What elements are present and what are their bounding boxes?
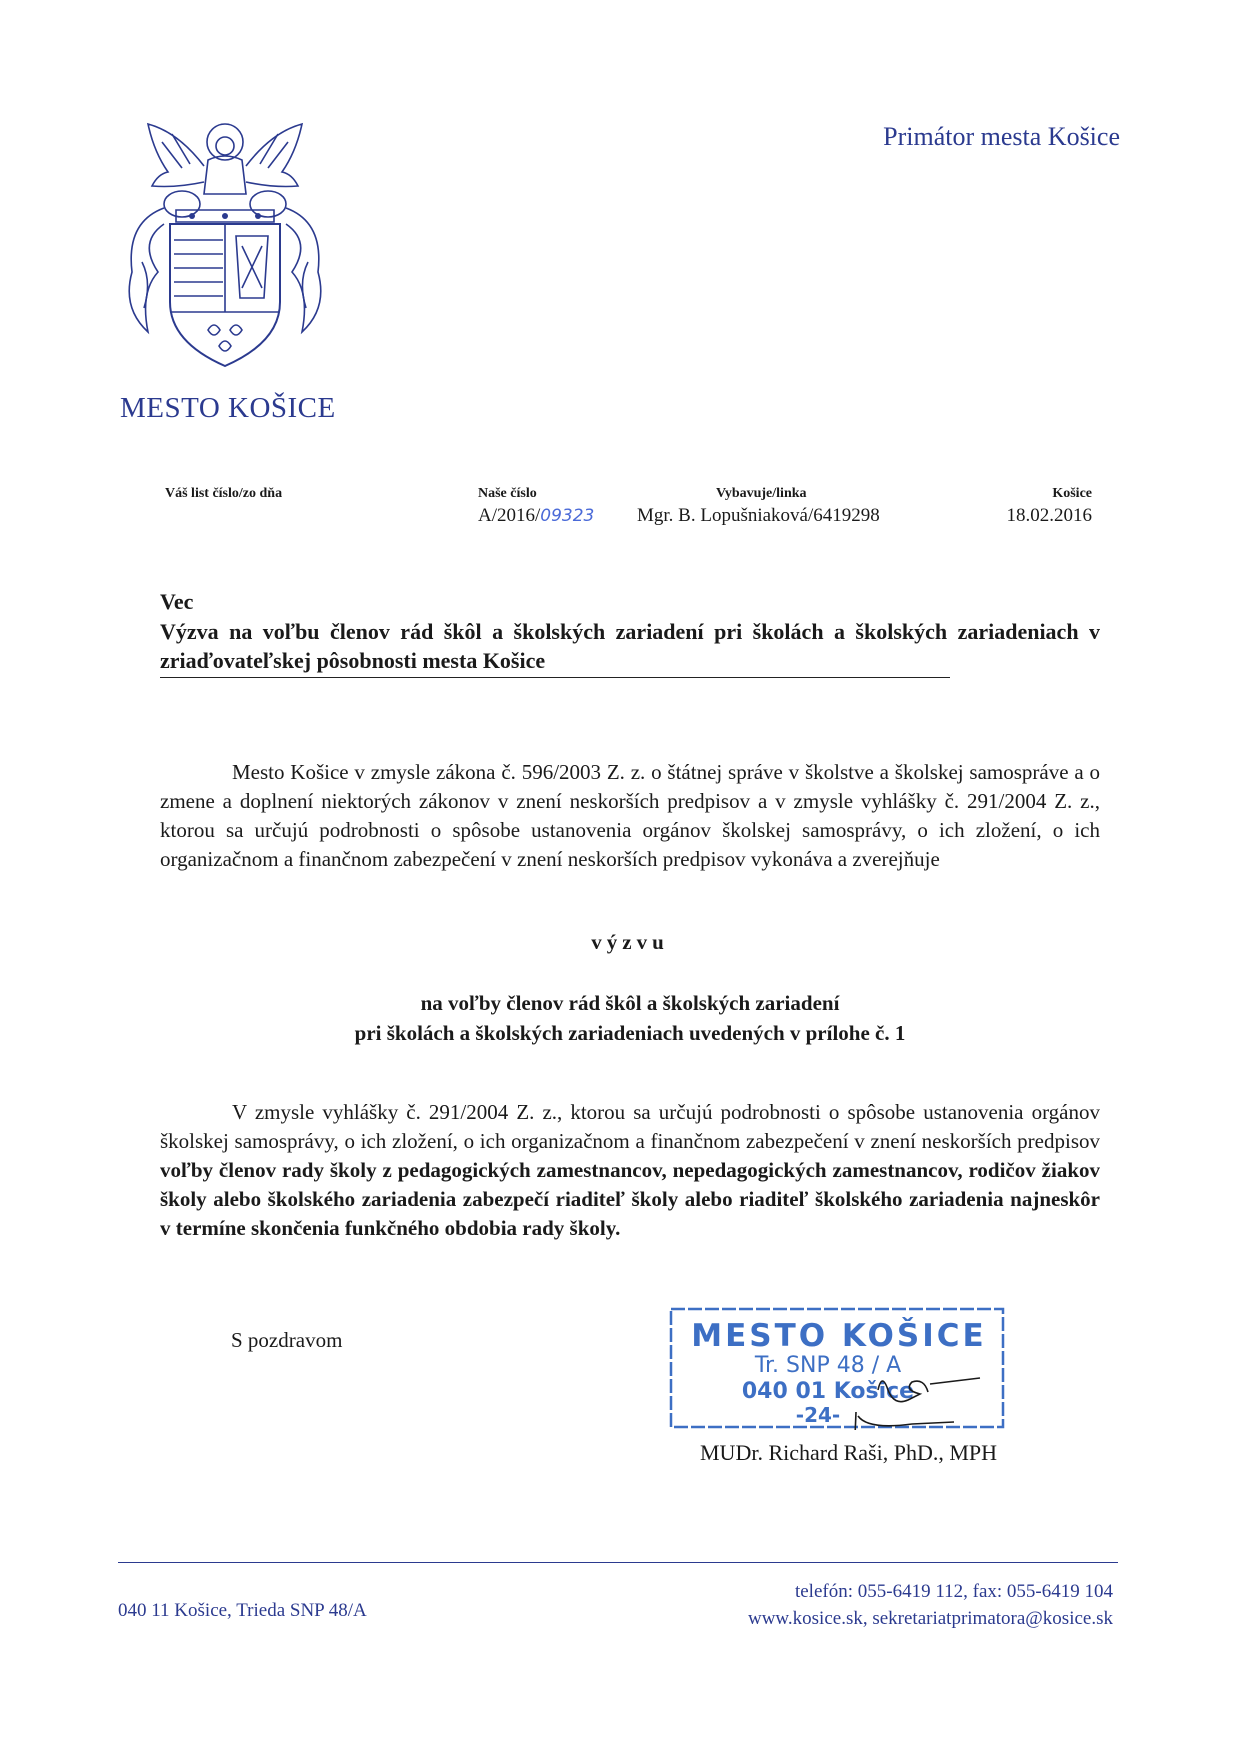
our-number-label: Naše číslo: [478, 486, 537, 501]
place-label: Košice: [1052, 486, 1092, 501]
call-line-2: pri školách a školských zariadeniach uvedených v prílohe č. 1: [354, 1021, 906, 1045]
footer-address: 040 11 Košice, Trieda SNP 48/A: [118, 1600, 367, 1621]
city-stamp: [668, 1306, 1006, 1430]
stamp-line-2: Tr. SNP 48 / A: [754, 1353, 902, 1378]
greeting: S pozdravom: [231, 1328, 343, 1352]
footer-contact: [748, 1578, 1113, 1632]
our-number-handwritten: 09323: [540, 506, 595, 526]
your-letter-label: Váš list číslo/zo dňa: [165, 486, 283, 501]
body-paragraph-2: [160, 1098, 1100, 1243]
paragraph-2-text: [160, 1098, 1100, 1243]
paragraph-2-plain: V zmysle vyhlášky č. 291/2004 Z. z., ktorou sa určujú podrobnosti o spôsobe ustanovenia orgánov školskej samosprávy, o ich zložení, o ich organizačnom a finančnom zabezpečení v znení neskorších predpisov: [160, 1100, 1100, 1153]
mayor-title: Primátor mesta Košice: [883, 122, 1120, 151]
handled-by-label: Vybavuje/linka: [716, 486, 807, 501]
stamp-line-4: -24-: [795, 1403, 841, 1427]
body-paragraph-1: [160, 758, 1100, 874]
subject-underline: [160, 677, 950, 678]
city-name: MESTO KOŠICE: [120, 392, 336, 424]
stamp-line-3: 040 01 Košice: [741, 1379, 915, 1404]
call-heading: výzvu: [591, 930, 669, 954]
date-value: 18.02.2016: [1006, 505, 1092, 526]
call-line-1: na voľby členov rád škôl a školských zariadení: [420, 991, 840, 1015]
stamp-line-1: MESTO KOŠICE: [691, 1318, 987, 1354]
our-number-printed: A/2016/: [478, 505, 541, 526]
paragraph-1-text: Mesto Košice v zmysle zákona č. 596/2003 Z. z. o štátnej správe v školstve a školskej samospráve a o zmene a doplnení niektorých zákonov v znení neskorších predpisov a v zmysle vyhlášky č. 291/2004 Z. z., ktorou sa určujú podrobnosti o spôsobe ustanovenia orgánov školskej samosprávy, o ich zložení, o ich organizačnom a finančnom zabezpečení v znení neskorších predpisov vykonáva a zverejňuje: [160, 760, 1100, 871]
paragraph-2-bold: voľby členov rady školy z pedagogických zamestnancov, nepedagogických zamestnancov, rodičov žiakov školy alebo školského zariadenia zabezpečí riaditeľ školy alebo riaditeľ školského zariadenia najneskôr v termíne skončenia funkčného obdobia rady školy.: [160, 1158, 1100, 1240]
kosice-coat-of-arms-icon: [118, 112, 332, 376]
subject-label: Vec: [160, 589, 194, 614]
call-detail: [160, 988, 1100, 1048]
footer-phone-fax: telefón: 055-6419 112, fax: 055-6419 104: [794, 1581, 1113, 1602]
our-number-value: [478, 505, 594, 527]
subject-text: Výzva na voľbu členov rád škôl a školských zariadení pri školách a školských zariadeniach v zriaďovateľskej pôsobnosti mesta Košice: [160, 619, 1100, 673]
footer-web-email: www.kosice.sk, sekretariatprimatora@kosice.sk: [747, 1608, 1113, 1629]
handled-by-value: Mgr. B. Lopušniaková/6419298: [637, 505, 880, 526]
signer-name: MUDr. Richard Raši, PhD., MPH: [700, 1440, 998, 1465]
footer-divider: [118, 1562, 1118, 1563]
